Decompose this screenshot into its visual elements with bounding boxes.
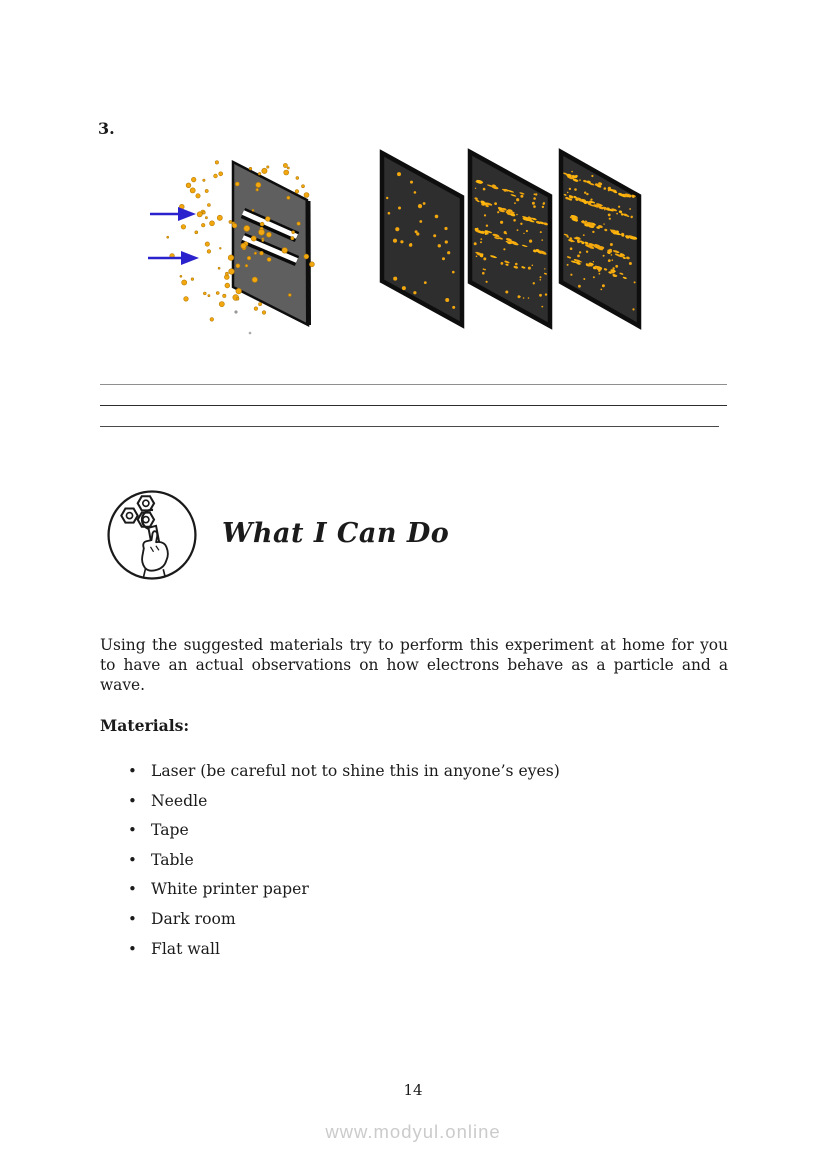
question-number: 3. [98, 119, 115, 138]
answer-line-1 [100, 384, 727, 385]
materials-list-item: • Table [128, 851, 560, 881]
materials-list-item: • White printer paper [128, 880, 560, 910]
materials-list-item: • Needle [128, 792, 560, 822]
materials-list-item: • Laser (be careful not to shine this in anyone’s eyes) [128, 762, 560, 792]
intro-paragraph: Using the suggested materials try to perform this experiment at home for you to have an actual observations on how electrons behave as a particle and a wave. [100, 636, 728, 694]
materials-list-item: • Dark room [128, 910, 560, 940]
answer-line-2 [100, 405, 727, 406]
section-title: What I Can Do [222, 518, 450, 549]
footer-watermark: www.modyul.online [325, 1121, 501, 1142]
answer-line-3 [100, 426, 719, 427]
materials-list-item: • Tape [128, 821, 560, 851]
hand-wrench-icon [106, 489, 198, 581]
materials-heading: Materials: [100, 716, 190, 735]
materials-list-item: • Flat wall [128, 940, 560, 970]
materials-list [128, 762, 560, 969]
page-number: 14 [403, 1081, 423, 1099]
double-slit-figure [140, 140, 660, 340]
